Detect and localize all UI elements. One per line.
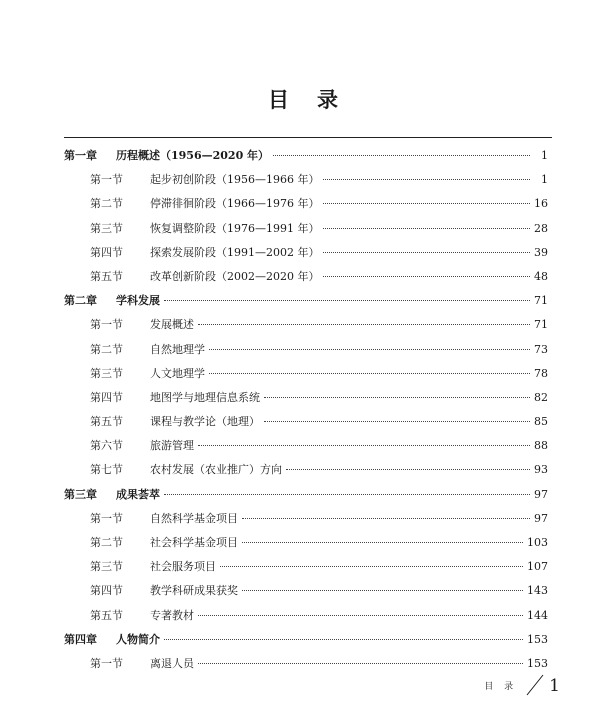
toc-chapter-page: 71 (534, 294, 548, 308)
toc-section-number: 第五节 (90, 269, 123, 283)
toc-section-title: 旅游管理 (150, 439, 194, 453)
dot-leader (209, 373, 530, 374)
toc-section-page: 88 (534, 439, 548, 453)
page-title: 目 录 (268, 87, 352, 112)
slash-divider-icon (525, 674, 545, 696)
toc-section-page: 107 (527, 560, 548, 574)
toc-section[interactable] (64, 362, 548, 386)
toc-section-title: 改革创新阶段（2002—2020 年） (150, 269, 320, 283)
dot-leader (242, 590, 523, 591)
toc-section-title: 离退人员 (150, 656, 194, 670)
toc-section-title: 专著教材 (150, 608, 194, 622)
toc-section-number: 第一节 (90, 511, 123, 525)
toc-section-number: 第二节 (90, 197, 123, 211)
toc-section-page: 39 (534, 245, 548, 259)
dot-leader (164, 300, 530, 301)
dot-leader (273, 155, 530, 156)
dot-leader (323, 276, 530, 277)
toc-section-number: 第三节 (90, 221, 123, 235)
toc-section-number: 第四节 (90, 245, 123, 259)
toc-section[interactable] (64, 555, 548, 579)
dot-leader (198, 615, 523, 616)
toc-section-number: 第一节 (90, 318, 123, 332)
title-rule (64, 137, 552, 138)
toc-chapter[interactable] (64, 289, 548, 313)
toc-section[interactable] (64, 192, 548, 216)
toc-chapter-number: 第二章 (64, 294, 97, 308)
toc-section-title: 起步初创阶段（1956—1966 年） (150, 173, 320, 187)
toc-section-page: 71 (534, 318, 548, 332)
toc-section-page: 93 (534, 463, 548, 477)
dot-leader (242, 542, 523, 543)
footer-page-number: 1 (549, 676, 560, 696)
toc-section[interactable] (64, 386, 548, 410)
toc-chapter-page: 97 (534, 487, 548, 501)
toc-chapter-title: 历程概述（1956—2020 年） (116, 149, 270, 162)
toc-section-page: 103 (527, 536, 548, 549)
toc-section-number: 第六节 (90, 439, 123, 453)
toc-section-title: 教学科研成果获奖 (150, 584, 238, 598)
toc-section-title: 社会服务项目 (150, 560, 216, 574)
toc-chapter-title: 人物简介 (116, 632, 160, 646)
toc-section-number: 第五节 (90, 608, 123, 622)
toc-section-title: 停滞徘徊阶段（1966—1976 年） (150, 197, 320, 211)
toc-section-number: 第五节 (90, 415, 123, 429)
toc-section-page: 78 (534, 366, 548, 380)
toc-section[interactable] (64, 507, 548, 531)
toc-section-title: 农村发展（农业推广）方向 (150, 463, 282, 477)
dot-leader (323, 203, 530, 204)
toc-section-number: 第三节 (90, 366, 123, 380)
toc-section-title: 探索发展阶段（1991—2002 年） (150, 245, 320, 259)
dot-leader (209, 349, 530, 350)
toc-section-page: 85 (534, 415, 548, 429)
toc-section[interactable] (64, 168, 548, 192)
toc-section[interactable] (64, 579, 548, 603)
toc-section-title: 自然科学基金项目 (150, 511, 238, 525)
toc-section[interactable] (64, 604, 548, 628)
toc-section-title: 自然地理学 (150, 342, 205, 356)
toc-section-title: 课程与教学论（地理） (150, 415, 260, 429)
dot-leader (220, 566, 523, 567)
dot-leader (198, 445, 530, 446)
toc-section[interactable] (64, 241, 548, 265)
toc-chapter-title: 学科发展 (116, 294, 160, 308)
toc-section-page: 16 (534, 197, 548, 211)
toc-section-page: 153 (527, 656, 548, 670)
toc-section[interactable] (64, 338, 548, 362)
toc-section-page: 48 (534, 269, 548, 283)
dot-leader (264, 421, 530, 422)
toc-chapter[interactable] (64, 144, 548, 168)
dot-leader (164, 639, 523, 640)
page-footer (484, 674, 560, 696)
toc-section-number: 第七节 (90, 463, 123, 477)
dot-leader (264, 397, 530, 398)
toc-section-page: 1 (541, 173, 548, 187)
toc-chapter-title: 成果荟萃 (116, 487, 160, 501)
toc-section-title: 发展概述 (150, 318, 194, 332)
toc-chapter-page: 153 (527, 632, 548, 646)
table-of-contents (64, 144, 548, 676)
toc-chapter-number: 第四章 (64, 632, 97, 646)
toc-section[interactable] (64, 217, 548, 241)
toc-section-page: 82 (534, 390, 548, 404)
dot-leader (242, 518, 530, 519)
toc-section-page: 73 (534, 342, 548, 356)
toc-section-number: 第四节 (90, 390, 123, 404)
toc-section-number: 第四节 (90, 584, 123, 598)
toc-section-title: 社会科学基金项目 (150, 536, 238, 549)
toc-section-number: 第一节 (90, 656, 123, 670)
toc-chapter-number: 第一章 (64, 149, 97, 162)
dot-leader (164, 494, 530, 495)
toc-section-page: 97 (534, 511, 548, 525)
toc-section[interactable] (64, 652, 548, 676)
toc-section-page: 143 (527, 584, 548, 598)
toc-section[interactable] (64, 313, 548, 337)
toc-section-number: 第二节 (90, 342, 123, 356)
toc-section[interactable] (64, 410, 548, 434)
dot-leader (323, 252, 530, 253)
dot-leader (198, 663, 523, 664)
toc-chapter[interactable] (64, 483, 548, 507)
toc-section-title: 地图学与地理信息系统 (150, 390, 260, 404)
toc-section[interactable] (64, 531, 548, 555)
toc-section-page: 144 (527, 608, 548, 622)
dot-leader (323, 228, 530, 229)
toc-section-number: 第二节 (90, 536, 123, 549)
toc-section-title: 恢复调整阶段（1976—1991 年） (150, 221, 320, 235)
toc-section[interactable] (64, 434, 548, 458)
toc-section-number: 第三节 (90, 560, 123, 574)
toc-section[interactable] (64, 458, 548, 482)
toc-section[interactable] (64, 265, 548, 289)
footer-label: 目 录 (484, 682, 518, 692)
toc-chapter-number: 第三章 (64, 487, 97, 501)
toc-section-page: 28 (534, 221, 548, 235)
dot-leader (286, 469, 530, 470)
dot-leader (323, 179, 530, 180)
toc-section-number: 第一节 (90, 173, 123, 187)
toc-section-title: 人文地理学 (150, 366, 205, 380)
dot-leader (198, 324, 530, 325)
toc-chapter[interactable] (64, 628, 548, 652)
toc-chapter-page: 1 (541, 149, 548, 162)
